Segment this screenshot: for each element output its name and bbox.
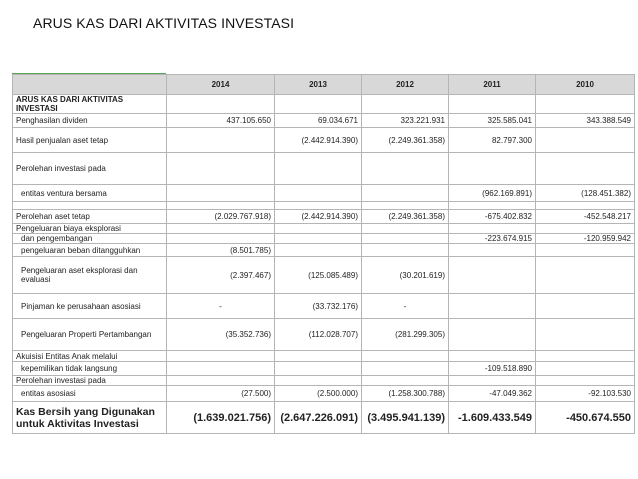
row-label: kepemilikan tidak langsung bbox=[13, 362, 167, 376]
value-cell: 343.388.549 bbox=[536, 114, 635, 128]
value-cell: (35.352.736) bbox=[167, 319, 275, 351]
value-cell: (30.201.619) bbox=[362, 257, 449, 294]
value-cell bbox=[275, 95, 362, 114]
row-label: Perolehan investasi pada bbox=[13, 376, 167, 386]
value-cell: -450.674.550 bbox=[536, 402, 635, 434]
value-cell bbox=[449, 224, 536, 234]
table-header-row bbox=[13, 75, 635, 95]
value-cell bbox=[275, 224, 362, 234]
value-cell bbox=[449, 294, 536, 319]
value-cell bbox=[275, 351, 362, 362]
value-cell bbox=[362, 351, 449, 362]
row-label: Perolehan investasi pada bbox=[13, 153, 167, 185]
table-row bbox=[13, 114, 635, 128]
value-cell bbox=[536, 351, 635, 362]
table-row bbox=[13, 202, 635, 210]
row-label: Pengeluaran Properti Pertambangan bbox=[13, 319, 167, 351]
value-cell bbox=[167, 128, 275, 153]
value-cell bbox=[536, 319, 635, 351]
value-cell bbox=[449, 153, 536, 185]
table-row bbox=[13, 376, 635, 386]
value-cell bbox=[362, 244, 449, 257]
value-cell bbox=[362, 153, 449, 185]
value-cell: (33.732.176) bbox=[275, 294, 362, 319]
value-cell bbox=[362, 95, 449, 114]
value-cell: 82.797.300 bbox=[449, 128, 536, 153]
value-cell bbox=[536, 294, 635, 319]
value-cell: (2.249.361.358) bbox=[362, 210, 449, 224]
value-cell bbox=[449, 95, 536, 114]
header-cell-year: 2012 bbox=[362, 75, 449, 95]
value-cell bbox=[449, 257, 536, 294]
row-label: Perolehan aset tetap bbox=[13, 210, 167, 224]
header-cell-year: 2011 bbox=[449, 75, 536, 95]
value-cell bbox=[167, 95, 275, 114]
table-row bbox=[13, 319, 635, 351]
value-cell bbox=[536, 128, 635, 153]
value-cell bbox=[167, 185, 275, 202]
value-cell bbox=[275, 153, 362, 185]
value-cell bbox=[536, 362, 635, 376]
value-cell bbox=[362, 202, 449, 210]
value-cell bbox=[449, 376, 536, 386]
header-cell-year: 2013 bbox=[275, 75, 362, 95]
value-cell: - bbox=[362, 294, 449, 319]
value-cell bbox=[275, 202, 362, 210]
row-label: Pengeluaran aset eksplorasi dan evaluasi bbox=[13, 257, 167, 294]
table-row bbox=[13, 351, 635, 362]
row-label: entitas ventura bersama bbox=[13, 185, 167, 202]
value-cell bbox=[449, 351, 536, 362]
cash-flow-table bbox=[12, 74, 635, 434]
value-cell bbox=[167, 362, 275, 376]
value-cell: 323.221.931 bbox=[362, 114, 449, 128]
value-cell bbox=[275, 244, 362, 257]
header-cell-label bbox=[13, 75, 167, 95]
value-cell: (2.647.226.091) bbox=[275, 402, 362, 434]
row-label: Pinjaman ke perusahaan asosiasi bbox=[13, 294, 167, 319]
value-cell bbox=[167, 234, 275, 244]
table-row bbox=[13, 95, 635, 114]
value-cell bbox=[167, 153, 275, 185]
value-cell: (2.442.914.390) bbox=[275, 210, 362, 224]
value-cell: 437.105.650 bbox=[167, 114, 275, 128]
value-cell: - bbox=[167, 294, 275, 319]
value-cell bbox=[536, 153, 635, 185]
value-cell bbox=[449, 319, 536, 351]
value-cell bbox=[449, 202, 536, 210]
value-cell: 69.034.671 bbox=[275, 114, 362, 128]
value-cell: -1.609.433.549 bbox=[449, 402, 536, 434]
value-cell bbox=[536, 257, 635, 294]
value-cell bbox=[536, 224, 635, 234]
value-cell: (281.299.305) bbox=[362, 319, 449, 351]
table-row bbox=[13, 294, 635, 319]
value-cell bbox=[362, 185, 449, 202]
table-row bbox=[13, 234, 635, 244]
value-cell bbox=[167, 351, 275, 362]
value-cell bbox=[536, 376, 635, 386]
value-cell: -120.959.942 bbox=[536, 234, 635, 244]
value-cell: (2.397.467) bbox=[167, 257, 275, 294]
slide-title: ARUS KAS DARI AKTIVITAS INVESTASI bbox=[33, 15, 295, 31]
value-cell: -109.518.890 bbox=[449, 362, 536, 376]
table-row bbox=[13, 244, 635, 257]
table-row bbox=[13, 185, 635, 202]
value-cell bbox=[167, 376, 275, 386]
value-cell: 325.585.041 bbox=[449, 114, 536, 128]
header-cell-year: 2014 bbox=[167, 75, 275, 95]
value-cell: (1.639.021.756) bbox=[167, 402, 275, 434]
value-cell bbox=[536, 95, 635, 114]
total-row bbox=[13, 402, 635, 434]
value-cell: (962.169.891) bbox=[449, 185, 536, 202]
row-label: Akuisisi Entitas Anak melalui bbox=[13, 351, 167, 362]
value-cell: (3.495.941.139) bbox=[362, 402, 449, 434]
value-cell bbox=[362, 224, 449, 234]
value-cell bbox=[275, 376, 362, 386]
value-cell: (2.442.914.390) bbox=[275, 128, 362, 153]
table-row bbox=[13, 210, 635, 224]
value-cell bbox=[275, 185, 362, 202]
row-label: Hasil penjualan aset tetap bbox=[13, 128, 167, 153]
value-cell bbox=[536, 202, 635, 210]
row-label: pengeluaran beban ditangguhkan bbox=[13, 244, 167, 257]
row-label: entitas asosiasi bbox=[13, 386, 167, 402]
value-cell: (27.500) bbox=[167, 386, 275, 402]
row-label: Pengeluaran biaya eksplorasi bbox=[13, 224, 167, 234]
value-cell: -92.103.530 bbox=[536, 386, 635, 402]
value-cell: -452.548.217 bbox=[536, 210, 635, 224]
value-cell bbox=[275, 234, 362, 244]
table-row bbox=[13, 386, 635, 402]
table-row bbox=[13, 128, 635, 153]
value-cell: -47.049.362 bbox=[449, 386, 536, 402]
row-label: Penghasilan dividen bbox=[13, 114, 167, 128]
value-cell: (8.501.785) bbox=[167, 244, 275, 257]
value-cell bbox=[275, 362, 362, 376]
value-cell: (128.451.382) bbox=[536, 185, 635, 202]
value-cell bbox=[449, 244, 536, 257]
value-cell bbox=[362, 234, 449, 244]
value-cell: -223.674.915 bbox=[449, 234, 536, 244]
value-cell bbox=[536, 244, 635, 257]
value-cell bbox=[167, 202, 275, 210]
value-cell bbox=[167, 224, 275, 234]
value-cell: (2.029.767.918) bbox=[167, 210, 275, 224]
row-label: dan pengembangan bbox=[13, 234, 167, 244]
row-label: ARUS KAS DARI AKTIVITAS INVESTASI bbox=[13, 95, 167, 114]
row-label bbox=[13, 202, 167, 210]
value-cell: -675.402.832 bbox=[449, 210, 536, 224]
value-cell: (112.028.707) bbox=[275, 319, 362, 351]
value-cell bbox=[362, 362, 449, 376]
value-cell: (2.249.361.358) bbox=[362, 128, 449, 153]
table-row bbox=[13, 224, 635, 234]
row-label: Kas Bersih yang Digunakan untuk Aktivitas Investasi bbox=[13, 402, 167, 434]
value-cell: (2.500.000) bbox=[275, 386, 362, 402]
table-row bbox=[13, 153, 635, 185]
value-cell bbox=[362, 376, 449, 386]
value-cell: (1.258.300.788) bbox=[362, 386, 449, 402]
value-cell: (125.085.489) bbox=[275, 257, 362, 294]
header-cell-year: 2010 bbox=[536, 75, 635, 95]
table-row bbox=[13, 257, 635, 294]
table-row bbox=[13, 362, 635, 376]
